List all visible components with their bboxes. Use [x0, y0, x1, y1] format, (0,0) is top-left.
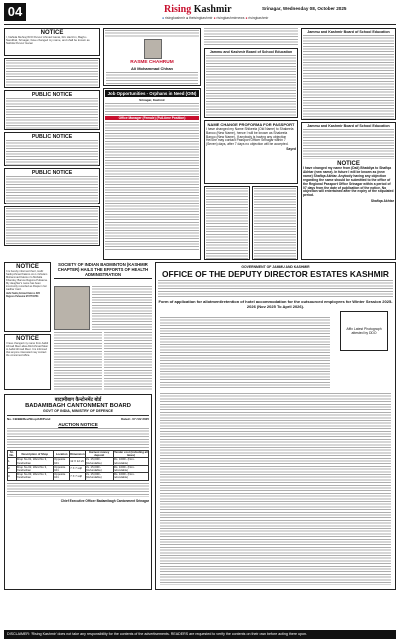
public-notice-text: [6, 208, 98, 245]
cantonment-ref-date: Dated:- 07 /10/ 2025: [121, 417, 149, 421]
cantonment-hindi-title: बादामीबाग कैन्टोनमेंट बोर्ड: [54, 397, 102, 403]
name-change-title: NAME CHANGE PROFORMA FOR PASSPORT: [207, 122, 295, 127]
masthead-bar: [4, 3, 396, 25]
obituary-text: [106, 72, 198, 84]
society-text-col-3: [104, 332, 152, 390]
disclaimer-text: DISCLAIMER: 'Rising Kashmir' does not take any responsibility for the contents of the advertisements. READERS are requested to verify the contents on their own before acting there upon.: [7, 632, 308, 636]
auction-col-header: Description of Shop: [16, 451, 54, 458]
social-handle-2[interactable]: theisingkashmir: [188, 16, 213, 20]
public-notice-title: PUBLIC NOTICE: [31, 170, 73, 176]
auction-col-header: Sr. No.: [8, 451, 17, 458]
job-ad: [103, 88, 201, 260]
job-subhead: Office Manager (Female) (Full-time Position): [105, 116, 199, 120]
twitter-icon[interactable]: ●: [185, 16, 189, 20]
masthead-logo: Rising Kashmir: [164, 4, 232, 15]
obituary-title: RASME CHAHRUM: [130, 60, 174, 65]
name-change-sign: Sayed: [286, 146, 296, 151]
auction-table: [7, 450, 149, 481]
name-change-body: I have changed my Name Shikeela (Old Name) to Shakeela Banoo (New Name), hence I will be known as Shakeela Banoo (New Name). If anybody is having any objection He/She may contact Passport Officer Srinagar within 7 (Seven) days, after 7 days no objection will be accepted.: [206, 127, 294, 147]
facebook-icon[interactable]: ●: [162, 16, 165, 20]
notice-name-change-1: [4, 28, 100, 56]
public-notice-text: [6, 176, 98, 204]
obituary-photo: [144, 39, 162, 59]
public-notice-2: [4, 132, 100, 166]
notice-jkbose-right-1: [301, 28, 396, 120]
auction-cell: Opposite 101: [54, 465, 70, 472]
notice-body: It is hereby informed that I, Hafiz Sadiq Ahmad Kakroo s/o Lt Ghulam Mohammad Kakroo r/o Mohalla Khandey, Barsoo Rajpora Pulwama. My daughter's name has been incorrectly recorded as Roqia in her Aadhar Card.: [6, 270, 48, 291]
notice-body: I, Nahida Mehraj W/O Pervez Ahmad Ganai, R/o Hazrrim, Bagh-i-Nandibal, Srinagar, have changed my name, and shall be known as Nahida Pervez Ganai: [6, 35, 90, 46]
auction-cell: Rs. 1000/- (Non-refundable): [113, 458, 148, 465]
notice-name: Shafiqa Akhtar: [370, 199, 394, 204]
auction-col-header: Earnest money deposit: [85, 451, 113, 458]
cantonment-notice: [4, 394, 152, 590]
auction-cell: Rs. 15,000/- (Refundable): [85, 458, 113, 465]
notice-left: [4, 262, 51, 332]
notice-title: NOTICE: [16, 336, 39, 342]
photo-box-label: Affix Latest Photograph attested by DDO: [346, 327, 382, 335]
auction-row: [8, 473, 149, 480]
auction-cell: Rs. 15,000/- (Refundable): [85, 465, 113, 472]
intro-text-block: [204, 28, 298, 46]
notice-text: [254, 188, 296, 259]
notice-title: NOTICE: [40, 30, 64, 36]
notice-body: I have changed my name from Aabid Ahmad Meer alias Abid Ahmad Meer to Aabid Ahmad Meer. It is informed that anyone interested may contact the concerned office.: [6, 342, 49, 357]
society-article: [54, 262, 152, 392]
public-notice-4: [4, 206, 100, 246]
jkbose-text: [303, 129, 394, 159]
cantonment-title: BADAMIBAGH CANTONMENT BOARD: [25, 403, 131, 409]
masthead-logo-text: Kashmir: [191, 4, 232, 15]
auction-cell: Rs. 1000/- (Non-refundable): [113, 473, 148, 480]
auction-cell: Shop No.02, Ward No 3, Pandrethan: [16, 465, 54, 472]
auction-cell: Opposite 101: [54, 473, 70, 480]
auction-col-header: Location: [54, 451, 70, 458]
obituary: [103, 28, 201, 86]
auction-cell: 7 X 7 sqft: [70, 465, 85, 472]
notice-title: NOTICE: [337, 161, 360, 167]
jkbose-title: Jammu and Kashmir Board of School Education: [307, 124, 390, 128]
auction-cell: 2.: [8, 465, 17, 472]
estates-form-details: [160, 393, 391, 585]
public-notice-1: [4, 90, 100, 130]
estates-dept: GOVERNMENT OF JAMMU AND KASHMIR: [241, 265, 310, 269]
cantonment-subtitle: GOVT OF INDIA, MINISTRY OF DEFENCE: [42, 409, 114, 413]
public-notice-text: [6, 98, 98, 130]
auction-terms: [7, 483, 149, 497]
social-handle-1[interactable]: risingkashmir: [165, 16, 185, 20]
public-notice-title: PUBLIC NOTICE: [31, 134, 73, 140]
obituary-name: Ali Mohammad Chhan: [130, 66, 173, 71]
society-text-col-2: [54, 332, 102, 390]
obituary-header-text: [105, 30, 199, 38]
auction-intro: [7, 428, 149, 448]
social-handle-3[interactable]: risingkashmirnews: [216, 16, 245, 20]
disclaimer-bar: [4, 630, 396, 639]
notice-sign: Hafiz Sadiq Ahmad Kakroo R/O Rajpora Pulwama 9797749781: [6, 293, 40, 298]
public-notice-title: PUBLIC NOTICE: [31, 92, 73, 98]
auction-cell: 1.: [8, 458, 17, 465]
notice-jkbose-left: [204, 48, 298, 118]
notice-meer: [4, 334, 51, 390]
job-location: Srinagar, Kashmir: [139, 98, 165, 102]
auction-cell: 12 X 12 sft: [70, 458, 85, 465]
public-notice-text: [6, 140, 98, 166]
auction-cell: 7 X 7 sqft: [70, 473, 85, 480]
intro-text: [204, 28, 298, 46]
auction-cell: Shop No.03, Ward No 3, Pandrethan: [16, 473, 54, 480]
auction-cell: Opposite 101: [54, 458, 70, 465]
name-change-proforma: [204, 120, 298, 184]
society-text-col-1: [92, 286, 152, 330]
jkbose-title: Jammu and Kashmir Board of School Education: [209, 50, 293, 54]
auction-cell: 3.: [8, 473, 17, 480]
auction-notice-title: AUCTION NOTICE: [58, 422, 98, 427]
notice-title: NOTICE: [16, 264, 39, 270]
estates-title: OFFICE OF THE DEPUTY DIRECTOR ESTATES KASHMIR: [162, 269, 389, 279]
cantonment-footer: Chief Executive Officer Badamibagh Cantonment Srinagar: [60, 498, 149, 503]
estates-form-subtitle: Form of application for allotment/retention of hotel accommodation for the outsourced employees for Winter Session 2025-2026 (Nov 2025 To April 2026).: [158, 299, 393, 309]
jkbose-text: [303, 35, 394, 119]
society-photo: [54, 286, 90, 330]
auction-cell: Rs. 15,000/- (Refundable): [85, 473, 113, 480]
cantonment-ref-row: [7, 415, 149, 421]
job-title: Job Opportunities - Orphans in Need (OIN): [105, 90, 199, 97]
notice-stack-2: [252, 186, 298, 260]
public-notice-3: [4, 168, 100, 204]
instagram-icon[interactable]: ●: [213, 16, 216, 20]
jkbose-text: [206, 55, 296, 117]
notice-block-2: [4, 58, 100, 88]
notice-text-lines: [6, 60, 98, 87]
jkbose-title: Jammu and Kashmir Board of School Education: [307, 30, 390, 34]
notice-stack-1: [204, 186, 250, 260]
society-headline: SOCIETY OF INDIAN BADMINTON (KASHMIR CHAPTER) HAILS THE EFFORTS OF HEALTH ADMINISTRATION: [54, 262, 152, 279]
auction-col-header: Dimension: [70, 451, 85, 458]
estates-intro: [158, 280, 393, 298]
page-number: 04: [4, 3, 26, 21]
date-line: Srinagar, Wednesday 08, October 2025: [262, 6, 347, 11]
social-handles: [162, 16, 268, 20]
estates-form: [155, 262, 396, 590]
job-details: [105, 122, 199, 250]
photo-box: [340, 311, 388, 351]
estates-form-fields: [160, 317, 330, 389]
notice-text: [206, 188, 248, 259]
auction-cell: Shop No.01, Ward No 3, Pandrethan: [16, 458, 54, 465]
auction-col-header: Tender cost (including all taxes): [114, 450, 148, 458]
notice-body: I have changed my name from (Dali) Bhatdiya to Shafiqa Akhtar (new name). In future I will be known as (new name) Shafiqa Akhtar. Anybody having any objection regarding the same should be submitted to the office of the Regional Passport Office Srinagar within a period of 07 days from the date of publication of the notice. No objection will entertained after the expiry of the stipulated period.: [303, 166, 394, 198]
job-intro: [105, 103, 199, 115]
auction-cell: Rs. 1000/- (Non-refundable): [113, 465, 148, 472]
cantonment-ref-no: No. CB/BB/Rev/Shop/AR/Pond: [7, 417, 51, 421]
youtube-icon[interactable]: ●: [245, 16, 248, 20]
notice-right: [301, 122, 396, 260]
social-handle-4[interactable]: risingkashmir: [248, 16, 269, 20]
